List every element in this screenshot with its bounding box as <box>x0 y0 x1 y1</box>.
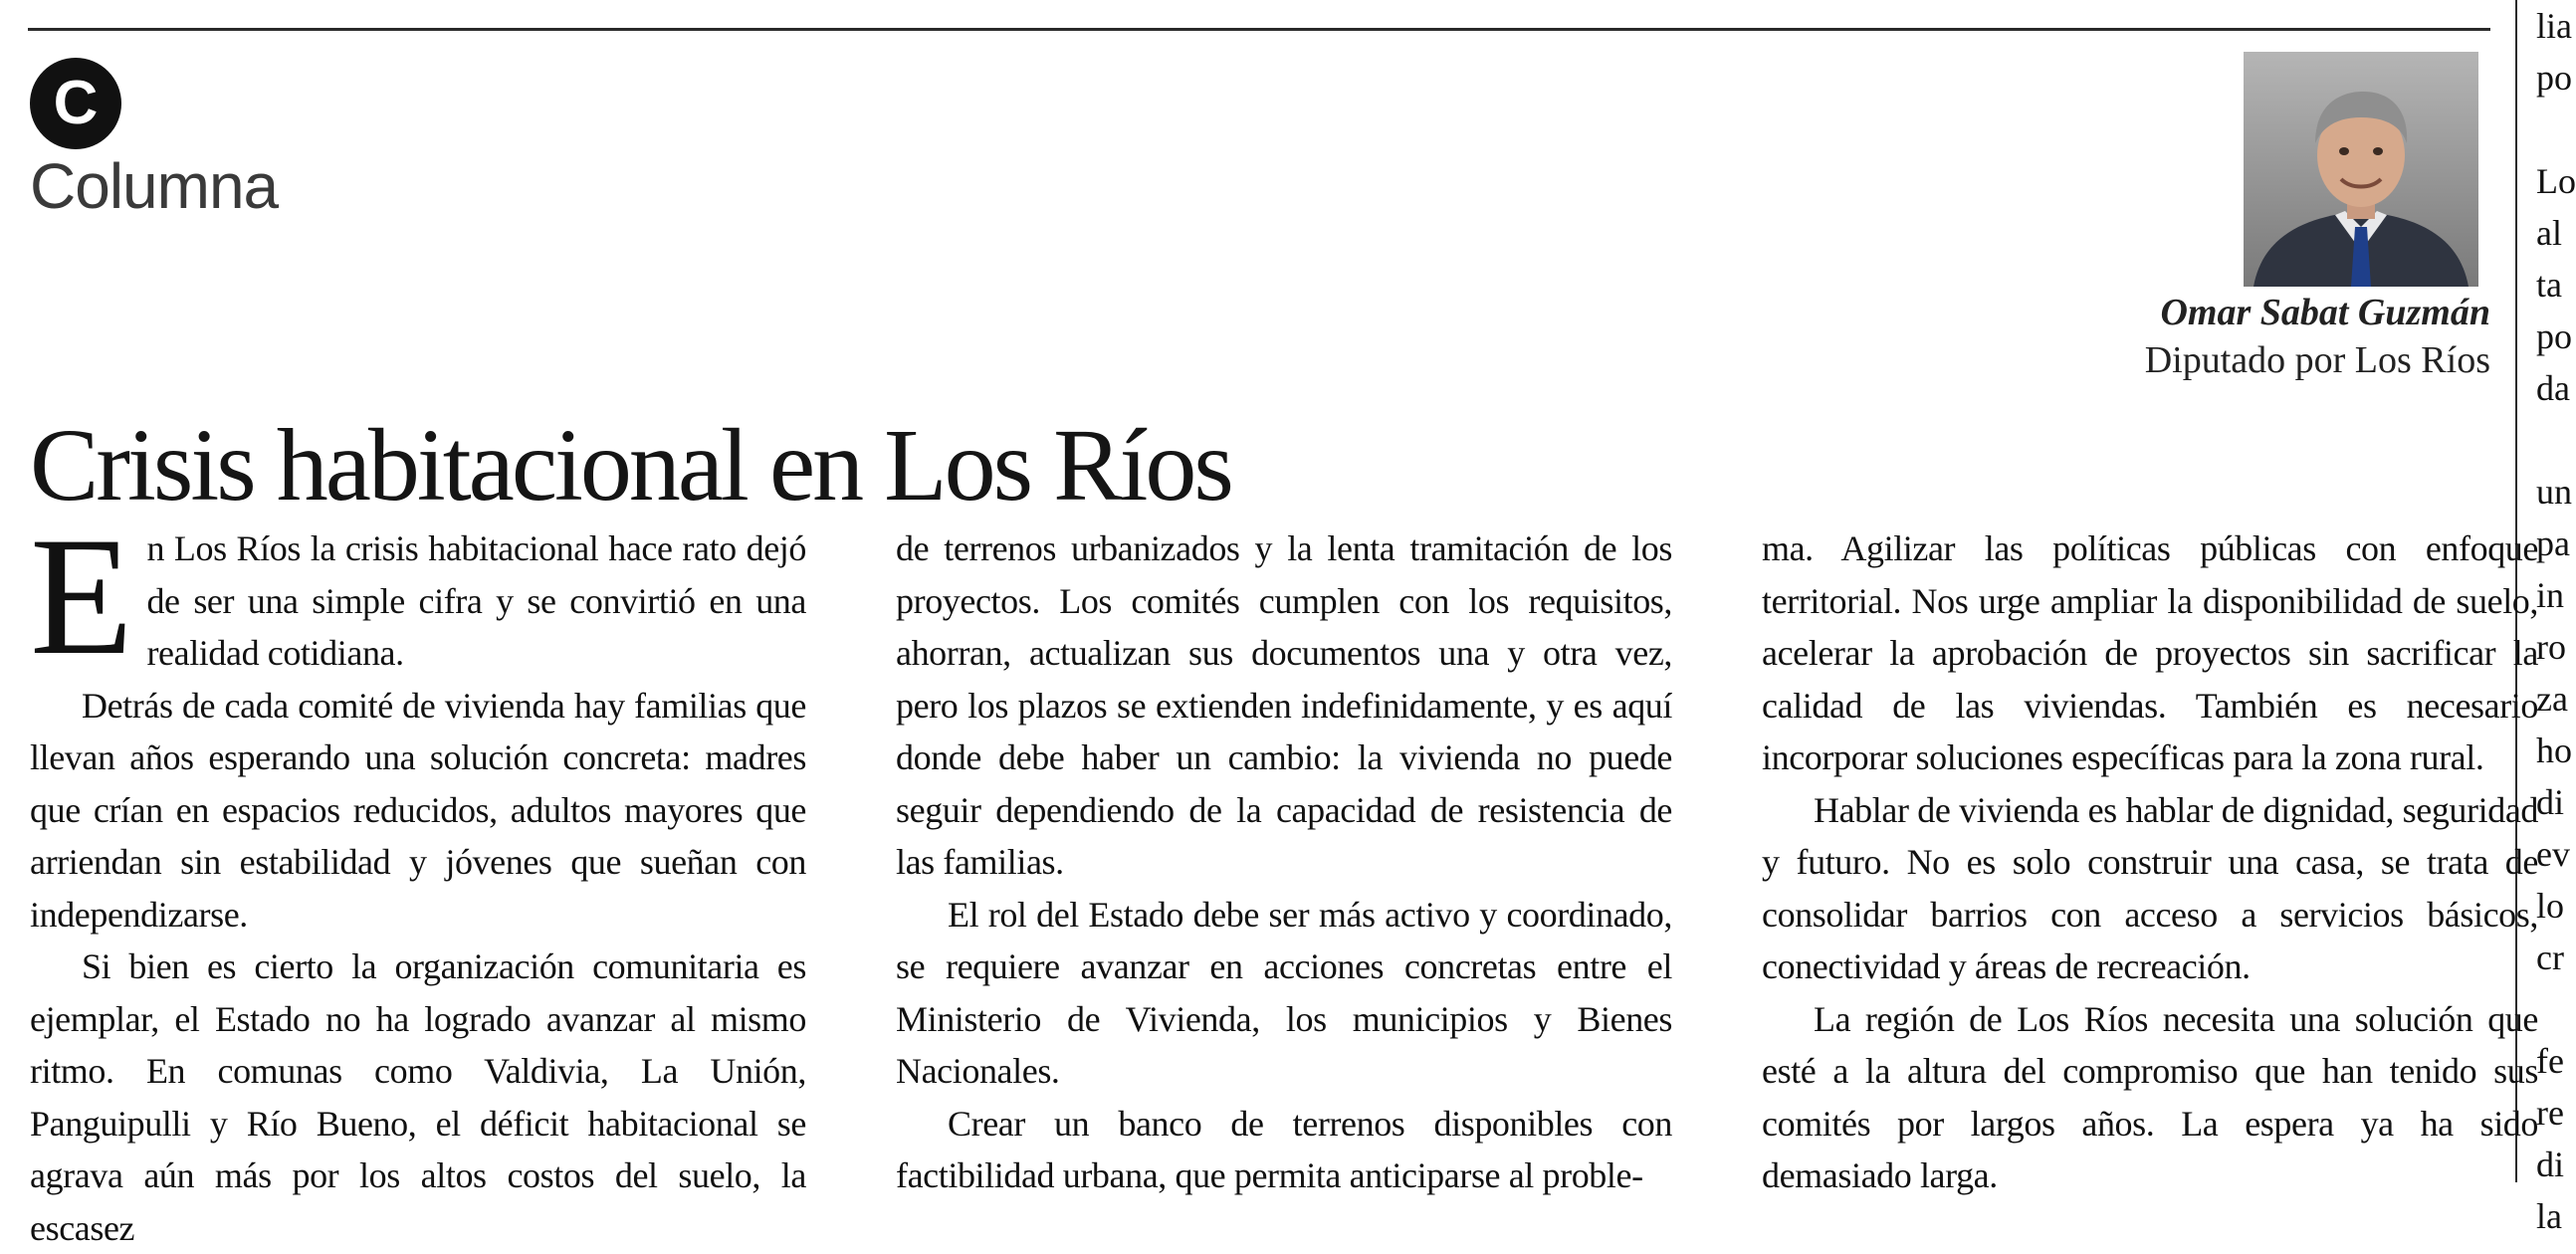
fragment-line: in <box>2536 575 2565 615</box>
fragment-line: lia <box>2536 6 2572 46</box>
paragraph: Detrás de cada comité de vivienda hay familias que llevan años esperando una solución concreta: madres que crían en espacios reducidos, adultos mayores que arriendan sin estabilidad y jóvenes que sueñan con independizarse. <box>30 685 806 935</box>
author-photo <box>2244 52 2478 287</box>
author-name: Omar Sabat Guzmán <box>2160 292 2490 333</box>
author-portrait-image <box>2244 52 2478 287</box>
fragment-line: lo <box>2536 886 2565 926</box>
article-headline: Crisis habitacional en Los Ríos <box>30 408 1231 522</box>
fragment-line: la <box>2536 1196 2562 1236</box>
article-column-1 <box>30 503 806 1248</box>
paragraph-text: n Los Ríos la crisis habitacional hace rato dejó de ser una simple cifra y se convirtió en una realidad cotidiana. <box>146 528 806 673</box>
fragment-line: ho <box>2536 731 2572 770</box>
fragment-line: di <box>2536 1145 2565 1184</box>
fragment-line: Lo <box>2536 161 2576 201</box>
fragment-line: za <box>2536 679 2568 719</box>
fragment-line: di <box>2536 782 2565 822</box>
fragment-line <box>2536 104 2560 155</box>
paragraph: Hablar de vivienda es hablar de dignidad, seguridad y futuro. No es solo construir una casa, se trata de consolidar barrios con acceso a servicios básicos, conectividad y áreas de recreación. <box>1762 789 2538 986</box>
paragraph <box>30 503 806 690</box>
fragment-line <box>2536 983 2560 1035</box>
fragment-line: un <box>2536 472 2572 512</box>
fragment-line: re <box>2536 1093 2564 1133</box>
fragment-line: ev <box>2536 834 2570 874</box>
fragment-line: po <box>2536 58 2572 98</box>
drop-cap: E <box>30 503 133 690</box>
top-rule <box>28 28 2490 31</box>
adjacent-column-cutoff <box>2536 0 2576 1236</box>
author-role: Diputado por Los Ríos <box>2144 339 2490 381</box>
fragment-line: da <box>2536 368 2570 408</box>
fragment-line: ta <box>2536 265 2562 305</box>
paragraph: Crear un banco de terrenos disponibles con factibilidad urbana, que permita anticiparse al proble- <box>896 1103 1672 1195</box>
fragment-line: pa <box>2536 523 2570 563</box>
paragraph: Si bien es cierto la organización comunitaria es ejemplar, el Estado no ha logrado avanzar al mismo ritmo. En comunas como Valdivia, La Unión, Panguipulli y Río Bueno, el déficit habitacional se agrava aún más por los altos costos del suelo, la escasez <box>30 946 806 1248</box>
fragment-line: ro <box>2536 627 2566 667</box>
paragraph: de terrenos urbanizados y la lenta tramitación de los proyectos. Los comités cumplen con los requisitos, ahorran, actualizan sus documentos una y otra vez, pero los plazos se extienden indefinidamente, y es aquí donde debe haber un cambio: la vivienda no puede seguir dependiendo de la capacidad de resistencia de las familias. <box>896 528 1672 882</box>
article-column-3 <box>1762 522 2538 1195</box>
fragment-line: cr <box>2536 938 2564 977</box>
section-badge: C <box>30 58 121 149</box>
paragraph: La región de Los Ríos necesita una solución que esté a la altura del compromiso que han tenido sus comités por largos años. La espera ya ha sido demasiado larga. <box>1762 998 2538 1195</box>
fragment-line: al <box>2536 213 2562 253</box>
section-label: Columna <box>30 150 279 222</box>
paragraph: El rol del Estado debe ser más activo y coordinado, se requiere avanzar en acciones concretas entre el Ministerio de Vivienda, los municipios y Bienes Nacionales. <box>896 894 1672 1091</box>
fragment-line <box>2536 414 2560 466</box>
fragment-line: fe <box>2536 1041 2564 1081</box>
fragment-line: po <box>2536 316 2572 356</box>
article-column-2 <box>896 522 1672 1195</box>
paragraph: ma. Agilizar las políticas públicas con enfoque territorial. Nos urge ampliar la disponibilidad de suelo, acelerar la aprobación de proyectos sin sacrificar la calidad de las viviendas. También es necesario incorporar soluciones específicas para la zona rural. <box>1762 528 2538 777</box>
